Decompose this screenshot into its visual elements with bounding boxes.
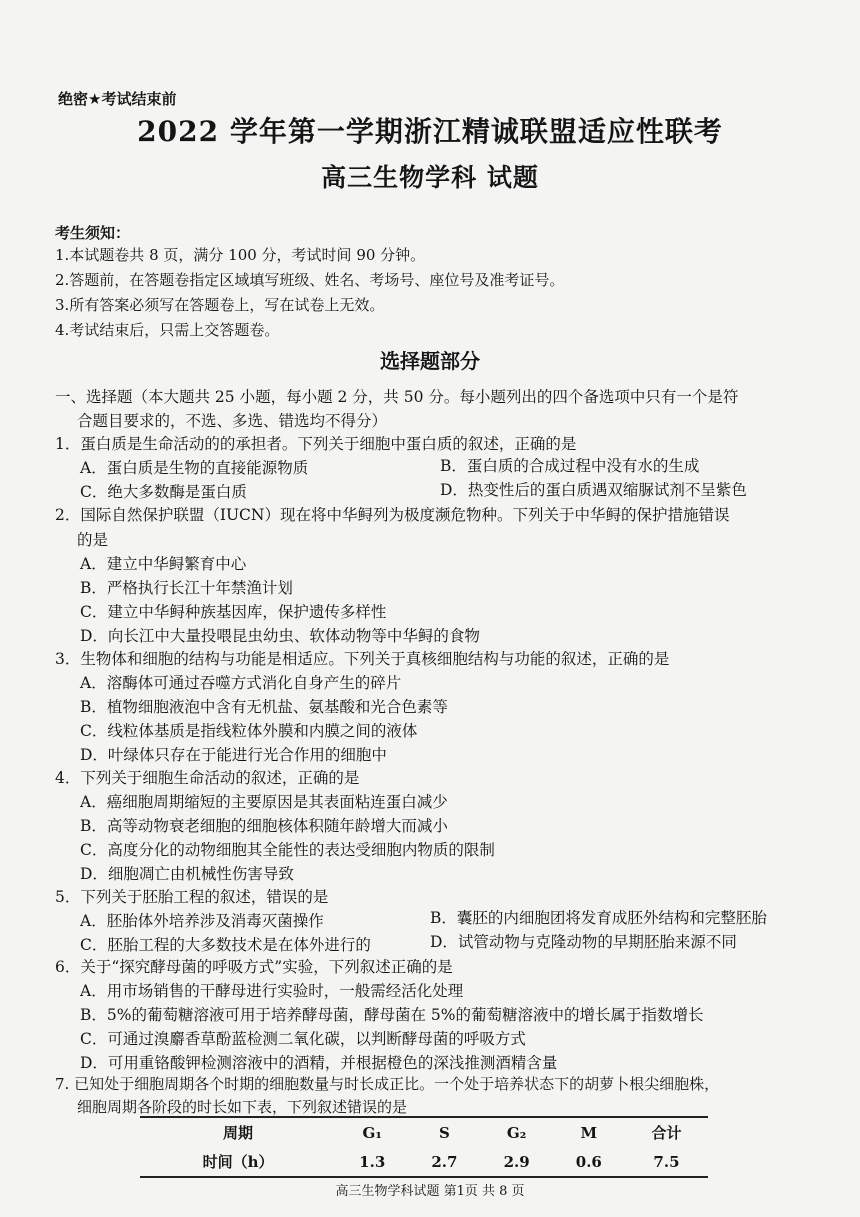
notice-item: 1.本试题卷共 8 页，满分 100 分，考试时间 90 分钟。 <box>55 246 426 264</box>
table-row <box>140 1147 708 1177</box>
notice-item: 3.所有答案必须写在答题卷上，写在试卷上无效。 <box>55 296 385 314</box>
question-6-option-c: C．可通过溴麝香草酚蓝检测二氧化碳，以判断酵母菌的呼吸方式 <box>80 1030 526 1048</box>
question-1-option-d: D．热变性后的蛋白质遇双缩脲试剂不呈紫色 <box>440 481 747 499</box>
question-4-option-a: A．癌细胞周期缩短的主要原因是其表面粘连蛋白减少 <box>80 793 448 811</box>
question-3-option-c: C．线粒体基质是指线粒体外膜和内膜之间的液体 <box>80 722 418 740</box>
question-4-option-b: B．高等动物衰老细胞的细胞核体积随年龄增大而减小 <box>80 817 448 835</box>
exam-title: 2022 学年第一学期浙江精诚联盟适应性联考 <box>137 115 723 148</box>
notice-item: 4.考试结束后，只需上交答题卷。 <box>55 321 280 339</box>
question-4-option-c: C．高度分化的动物细胞其全能性的表达受细胞内物质的限制 <box>80 841 495 859</box>
question-4-option-d: D．细胞凋亡由机械性伤害导致 <box>80 865 294 883</box>
question-3-option-d: D．叶绿体只存在于能进行光合作用的细胞中 <box>80 746 387 764</box>
question-6-stem: 6．关于“探究酵母菌的呼吸方式”实验，下列叙述正确的是 <box>55 958 453 976</box>
confidential-label: 绝密★考试结束前 <box>58 90 177 108</box>
question-5-option-c: C．胚胎工程的大多数技术是在体外进行的 <box>80 936 371 954</box>
section-title: 选择题部分 <box>380 349 480 373</box>
question-3-option-a: A．溶酶体可通过吞噬方式消化自身产生的碎片 <box>80 674 402 692</box>
question-2-option-c: C．建立中华鲟种族基因库，保护遗传多样性 <box>80 603 387 621</box>
table-cell: 时间（h） <box>140 1147 336 1177</box>
section-intro: 一、选择题（本大题共 25 小题，每小题 2 分，共 50 分。每小题列出的四个备选项中只有一个是符 <box>55 388 739 406</box>
question-3-stem: 3．生物体和细胞的结构与功能是相适应。下列关于真核细胞结构与功能的叙述，正确的是 <box>55 650 670 668</box>
question-6-option-b: B．5%的葡萄糖溶液可用于培养酵母菌，酵母菌在 5%的葡萄糖溶液中的增长属于指数增长 <box>80 1006 704 1024</box>
table-header-cell: G₂ <box>481 1117 553 1147</box>
table-cell: 2.7 <box>408 1147 480 1177</box>
question-2-option-b: B．严格执行长江十年禁渔计划 <box>80 579 293 597</box>
question-1-option-b: B．蛋白质的合成过程中没有水的生成 <box>440 457 700 475</box>
question-5-stem: 5．下列关于胚胎工程的叙述，错误的是 <box>55 888 329 906</box>
question-1-stem: 1．蛋白质是生命活动的的承担者。下列关于细胞中蛋白质的叙述，正确的是 <box>55 435 577 453</box>
exam-subtitle: 高三生物学科 试题 <box>321 163 539 192</box>
section-intro-cont: 合题目要求的，不选、多选、错选均不得分） <box>77 412 388 430</box>
question-6-option-a: A．用市场销售的干酵母进行实验时，一般需经活化处理 <box>80 982 464 1000</box>
question-7-stem-cont: 细胞周期各阶段的时长如下表，下列叙述错误的是 <box>77 1098 408 1116</box>
page-footer: 高三生物学科试题 第1页 共 8 页 <box>335 1184 525 1199</box>
table-cell: 1.3 <box>336 1147 408 1177</box>
table-cell: 2.9 <box>481 1147 553 1177</box>
table-cell: 0.6 <box>553 1147 625 1177</box>
question-4-stem: 4．下列关于细胞生命活动的叙述，正确的是 <box>55 769 360 787</box>
question-2-option-a: A．建立中华鲟繁育中心 <box>80 555 247 573</box>
question-3-option-b: B．植物细胞液泡中含有无机盐、氨基酸和光合色素等 <box>80 698 448 716</box>
question-1-option-a: A．蛋白质是生物的直接能源物质 <box>80 459 309 477</box>
notice-heading: 考生须知： <box>55 224 131 242</box>
table-header-cell: 周期 <box>140 1117 336 1147</box>
question-5-option-b: B．囊胚的内细胞团将发育成胚外结构和完整胚胎 <box>430 909 767 927</box>
table-header-cell: 合计 <box>625 1117 708 1147</box>
question-1-option-c: C．绝大多数酶是蛋白质 <box>80 483 247 501</box>
question-5-option-a: A．胚胎体外培养涉及消毒灭菌操作 <box>80 912 324 930</box>
question-7-stem: 7. 已知处于细胞周期各个时期的细胞数量与时长成正比。一个处于培养状态下的胡萝卜根尖细胞株， <box>55 1075 720 1093</box>
question-2-stem-cont: 的是 <box>77 531 109 549</box>
table-header-cell: M <box>553 1117 625 1147</box>
table-cell: 7.5 <box>625 1147 708 1177</box>
question-6-option-d: D．可用重铬酸钾检测溶液中的酒精，并根据橙色的深浅推测酒精含量 <box>80 1054 558 1072</box>
notice-item: 2.答题前，在答题卷指定区域填写班级、姓名、考场号、座位号及准考证号。 <box>55 271 565 289</box>
question-5-option-d: D．试管动物与克隆动物的早期胚胎来源不同 <box>430 933 737 951</box>
question-2-stem: 2．国际自然保护联盟（IUCN）现在将中华鲟列为极度濒危物种。下列关于中华鲟的保护措施错误 <box>55 506 730 524</box>
table-header-row <box>140 1117 708 1147</box>
cell-cycle-table <box>140 1116 708 1178</box>
table-header-cell: G₁ <box>336 1117 408 1147</box>
table-header-cell: S <box>408 1117 480 1147</box>
question-2-option-d: D．向长江中大量投喂昆虫幼虫、软体动物等中华鲟的食物 <box>80 627 480 645</box>
